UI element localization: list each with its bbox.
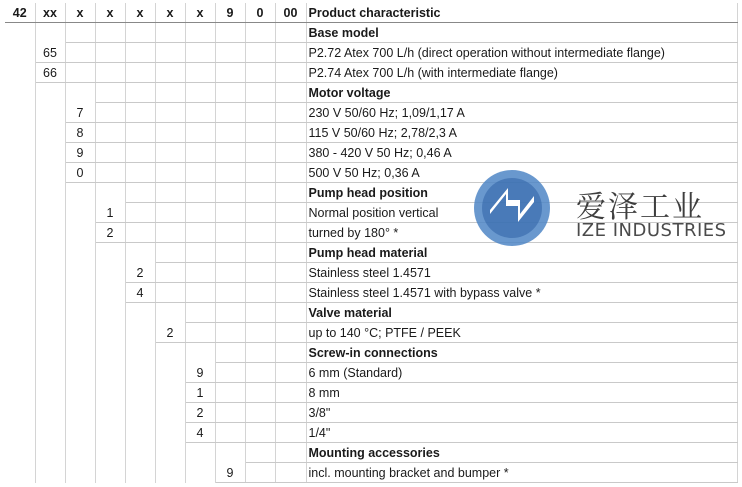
code-cell	[65, 243, 95, 263]
code-cell	[155, 183, 185, 203]
code-cell	[155, 303, 185, 323]
code-cell	[5, 143, 35, 163]
code-cell	[5, 103, 35, 123]
option-code: 2	[125, 263, 155, 283]
code-cell	[5, 423, 35, 443]
code-cell	[275, 303, 306, 323]
code-cell	[245, 163, 275, 183]
header-code-6: x	[185, 3, 215, 23]
section-row	[5, 23, 737, 43]
code-cell	[125, 463, 155, 483]
option-row	[5, 463, 737, 483]
code-cell	[65, 323, 95, 343]
code-cell	[155, 103, 185, 123]
code-cell	[95, 363, 125, 383]
code-cell	[125, 183, 155, 203]
code-cell	[5, 63, 35, 83]
code-cell	[5, 363, 35, 383]
code-cell	[5, 203, 35, 223]
code-cell	[215, 323, 245, 343]
code-cell	[5, 383, 35, 403]
code-cell	[185, 283, 215, 303]
code-cell	[215, 103, 245, 123]
code-cell	[5, 23, 35, 43]
section-title: Pump head material	[306, 243, 737, 263]
code-cell	[5, 163, 35, 183]
header-code-0: 42	[5, 3, 35, 23]
code-cell	[215, 403, 245, 423]
option-code: 7	[65, 103, 95, 123]
code-cell	[155, 223, 185, 243]
code-cell	[275, 23, 306, 43]
section-title: Motor voltage	[306, 83, 737, 103]
code-cell	[275, 283, 306, 303]
section-title: Base model	[306, 23, 737, 43]
code-cell	[95, 243, 125, 263]
code-cell	[185, 163, 215, 183]
code-cell	[215, 263, 245, 283]
code-cell	[65, 363, 95, 383]
code-cell	[5, 283, 35, 303]
option-description: 1/4"	[306, 423, 737, 443]
code-cell	[65, 383, 95, 403]
code-cell	[35, 343, 65, 363]
code-cell	[95, 43, 125, 63]
code-cell	[125, 323, 155, 343]
code-cell	[125, 223, 155, 243]
code-cell	[95, 143, 125, 163]
code-cell	[275, 63, 306, 83]
header-code-7: 9	[215, 3, 245, 23]
ize-logo	[472, 168, 742, 248]
option-description: Normal position vertical	[306, 203, 737, 223]
code-cell	[35, 443, 65, 463]
code-cell	[5, 303, 35, 323]
code-cell	[275, 383, 306, 403]
code-cell	[155, 243, 185, 263]
code-cell	[65, 403, 95, 423]
code-cell	[125, 163, 155, 183]
option-description: up to 140 °C; PTFE / PEEK	[306, 323, 737, 343]
code-cell	[35, 363, 65, 383]
section-title: Valve material	[306, 303, 737, 323]
option-description: 500 V 50 Hz; 0,36 A	[306, 163, 737, 183]
code-cell	[215, 83, 245, 103]
header-code-1: xx	[35, 3, 65, 23]
code-cell	[5, 443, 35, 463]
code-cell	[185, 223, 215, 243]
code-cell	[95, 263, 125, 283]
code-cell	[245, 143, 275, 163]
code-cell	[155, 123, 185, 143]
option-row	[5, 383, 737, 403]
code-cell	[275, 43, 306, 63]
code-cell	[125, 363, 155, 383]
code-cell	[185, 63, 215, 83]
option-description: Stainless steel 1.4571	[306, 263, 737, 283]
code-cell	[35, 463, 65, 483]
code-cell	[65, 183, 95, 203]
code-cell	[95, 423, 125, 443]
code-cell	[155, 143, 185, 163]
code-cell	[275, 423, 306, 443]
section-title: Pump head position	[306, 183, 737, 203]
code-cell	[275, 163, 306, 183]
code-cell	[275, 343, 306, 363]
code-cell	[155, 83, 185, 103]
code-cell	[65, 83, 95, 103]
code-cell	[35, 243, 65, 263]
code-cell	[215, 43, 245, 63]
header-row	[5, 3, 737, 23]
option-description: 115 V 50/60 Hz; 2,78/2,3 A	[306, 123, 737, 143]
section-title: Screw-in connections	[306, 343, 737, 363]
option-code: 9	[215, 463, 245, 483]
code-cell	[185, 83, 215, 103]
code-cell	[215, 443, 245, 463]
code-cell	[245, 243, 275, 263]
code-cell	[125, 443, 155, 463]
code-cell	[5, 343, 35, 363]
code-cell	[215, 343, 245, 363]
code-cell	[215, 63, 245, 83]
option-code: 0	[65, 163, 95, 183]
option-description: 6 mm (Standard)	[306, 363, 737, 383]
code-cell	[35, 323, 65, 343]
code-cell	[65, 423, 95, 443]
code-cell	[5, 403, 35, 423]
option-description: 380 - 420 V 50 Hz; 0,46 A	[306, 143, 737, 163]
code-cell	[95, 163, 125, 183]
code-cell	[215, 23, 245, 43]
code-cell	[245, 263, 275, 283]
code-cell	[125, 143, 155, 163]
option-code: 1	[185, 383, 215, 403]
code-cell	[275, 443, 306, 463]
code-cell	[245, 183, 275, 203]
code-cell	[35, 203, 65, 223]
section-title: Mounting accessories	[306, 443, 737, 463]
code-cell	[245, 343, 275, 363]
code-cell	[245, 443, 275, 463]
option-row	[5, 43, 737, 63]
code-cell	[125, 103, 155, 123]
code-cell	[275, 223, 306, 243]
code-cell	[215, 303, 245, 323]
code-cell	[155, 283, 185, 303]
code-cell	[125, 423, 155, 443]
code-cell	[65, 443, 95, 463]
code-cell	[275, 403, 306, 423]
code-cell	[125, 63, 155, 83]
code-cell	[35, 423, 65, 443]
option-code: 4	[185, 423, 215, 443]
code-cell	[125, 123, 155, 143]
code-cell	[245, 83, 275, 103]
section-row	[5, 83, 737, 103]
option-row	[5, 423, 737, 443]
code-cell	[275, 363, 306, 383]
code-cell	[275, 243, 306, 263]
code-cell	[245, 303, 275, 323]
code-cell	[215, 243, 245, 263]
code-cell	[35, 163, 65, 183]
code-cell	[215, 283, 245, 303]
code-cell	[95, 123, 125, 143]
option-description: P2.74 Atex 700 L/h (with intermediate flange)	[306, 63, 737, 83]
code-cell	[95, 183, 125, 203]
header-code-5: x	[155, 3, 185, 23]
code-cell	[155, 23, 185, 43]
code-cell	[185, 263, 215, 283]
option-description: Stainless steel 1.4571 with bypass valve *	[306, 283, 737, 303]
code-cell	[65, 223, 95, 243]
code-cell	[5, 223, 35, 243]
code-cell	[5, 463, 35, 483]
code-cell	[245, 323, 275, 343]
code-cell	[245, 423, 275, 443]
code-cell	[185, 23, 215, 43]
code-cell	[215, 203, 245, 223]
code-cell	[275, 103, 306, 123]
code-cell	[5, 323, 35, 343]
code-cell	[155, 263, 185, 283]
code-cell	[65, 23, 95, 43]
option-code: 2	[185, 403, 215, 423]
code-cell	[155, 423, 185, 443]
code-cell	[125, 403, 155, 423]
code-cell	[35, 83, 65, 103]
code-cell	[155, 443, 185, 463]
code-cell	[215, 423, 245, 443]
code-cell	[65, 283, 95, 303]
code-cell	[215, 183, 245, 203]
code-cell	[185, 243, 215, 263]
code-cell	[155, 63, 185, 83]
option-code: 65	[35, 43, 65, 63]
code-cell	[95, 403, 125, 423]
code-cell	[215, 143, 245, 163]
code-cell	[65, 463, 95, 483]
code-cell	[35, 383, 65, 403]
code-cell	[275, 263, 306, 283]
code-cell	[275, 83, 306, 103]
code-cell	[275, 123, 306, 143]
code-cell	[185, 143, 215, 163]
option-description: 8 mm	[306, 383, 737, 403]
code-cell	[125, 303, 155, 323]
code-cell	[245, 403, 275, 423]
code-cell	[95, 383, 125, 403]
code-cell	[245, 363, 275, 383]
code-cell	[95, 283, 125, 303]
header-code-4: x	[125, 3, 155, 23]
code-cell	[185, 323, 215, 343]
code-cell	[125, 383, 155, 403]
code-cell	[185, 203, 215, 223]
code-cell	[65, 303, 95, 323]
code-cell	[185, 343, 215, 363]
option-description: P2.72 Atex 700 L/h (direct operation without intermediate flange)	[306, 43, 737, 63]
code-cell	[65, 263, 95, 283]
code-cell	[185, 303, 215, 323]
code-cell	[185, 103, 215, 123]
code-cell	[5, 123, 35, 143]
code-cell	[65, 43, 95, 63]
code-cell	[245, 123, 275, 143]
code-cell	[35, 263, 65, 283]
option-row	[5, 143, 737, 163]
code-cell	[155, 163, 185, 183]
code-cell	[95, 83, 125, 103]
option-code: 4	[125, 283, 155, 303]
code-cell	[5, 183, 35, 203]
code-cell	[5, 83, 35, 103]
code-cell	[215, 123, 245, 143]
code-cell	[245, 383, 275, 403]
code-cell	[35, 183, 65, 203]
code-cell	[95, 63, 125, 83]
option-row	[5, 123, 737, 143]
code-cell	[5, 43, 35, 63]
option-row	[5, 403, 737, 423]
code-cell	[245, 203, 275, 223]
header-code-9: 00	[275, 3, 306, 23]
code-cell	[65, 343, 95, 363]
code-cell	[215, 223, 245, 243]
code-cell	[35, 223, 65, 243]
option-code: 66	[35, 63, 65, 83]
code-cell	[125, 203, 155, 223]
option-row	[5, 323, 737, 343]
header-code-8: 0	[245, 3, 275, 23]
code-cell	[245, 223, 275, 243]
code-cell	[185, 43, 215, 63]
header-product-characteristic: Product characteristic	[306, 3, 737, 23]
logo-english-text: IZE INDUSTRIES	[576, 220, 727, 241]
option-code: 1	[95, 203, 125, 223]
header-code-3: x	[95, 3, 125, 23]
code-cell	[185, 463, 215, 483]
option-row	[5, 263, 737, 283]
section-row	[5, 343, 737, 363]
header-code-2: x	[65, 3, 95, 23]
code-cell	[155, 203, 185, 223]
option-description: 3/8"	[306, 403, 737, 423]
code-cell	[95, 103, 125, 123]
section-row	[5, 303, 737, 323]
code-cell	[155, 43, 185, 63]
code-cell	[35, 123, 65, 143]
option-description: turned by 180° *	[306, 223, 737, 243]
code-cell	[95, 343, 125, 363]
code-cell	[125, 343, 155, 363]
code-cell	[5, 263, 35, 283]
code-cell	[275, 143, 306, 163]
code-cell	[125, 83, 155, 103]
code-cell	[35, 283, 65, 303]
code-cell	[65, 63, 95, 83]
code-cell	[215, 363, 245, 383]
code-cell	[275, 323, 306, 343]
option-description: 230 V 50/60 Hz; 1,09/1,17 A	[306, 103, 737, 123]
code-cell	[245, 283, 275, 303]
ize-logo-icon	[472, 168, 552, 248]
code-cell	[65, 203, 95, 223]
code-cell	[245, 43, 275, 63]
code-cell	[245, 463, 275, 483]
code-cell	[245, 63, 275, 83]
code-cell	[215, 383, 245, 403]
code-cell	[215, 163, 245, 183]
code-cell	[245, 23, 275, 43]
code-cell	[125, 43, 155, 63]
section-row	[5, 443, 737, 463]
option-code: 9	[185, 363, 215, 383]
code-cell	[155, 363, 185, 383]
code-cell	[95, 303, 125, 323]
code-cell	[35, 303, 65, 323]
option-code: 2	[95, 223, 125, 243]
code-cell	[125, 23, 155, 43]
code-cell	[155, 343, 185, 363]
code-cell	[155, 463, 185, 483]
code-cell	[35, 103, 65, 123]
code-cell	[35, 403, 65, 423]
option-row	[5, 363, 737, 383]
code-cell	[95, 323, 125, 343]
code-cell	[95, 23, 125, 43]
code-cell	[275, 203, 306, 223]
code-cell	[95, 443, 125, 463]
code-cell	[275, 183, 306, 203]
option-code: 9	[65, 143, 95, 163]
option-row	[5, 103, 737, 123]
code-cell	[155, 403, 185, 423]
option-description: incl. mounting bracket and bumper *	[306, 463, 737, 483]
code-cell	[245, 103, 275, 123]
code-cell	[185, 123, 215, 143]
option-code: 8	[65, 123, 95, 143]
code-cell	[125, 243, 155, 263]
option-row	[5, 63, 737, 83]
code-cell	[5, 243, 35, 263]
code-cell	[275, 463, 306, 483]
logo-chinese-text: 爱泽工业	[576, 190, 704, 225]
option-code: 2	[155, 323, 185, 343]
code-cell	[35, 143, 65, 163]
option-row	[5, 283, 737, 303]
code-cell	[35, 23, 65, 43]
code-cell	[185, 443, 215, 463]
code-cell	[155, 383, 185, 403]
code-cell	[185, 183, 215, 203]
code-cell	[95, 463, 125, 483]
